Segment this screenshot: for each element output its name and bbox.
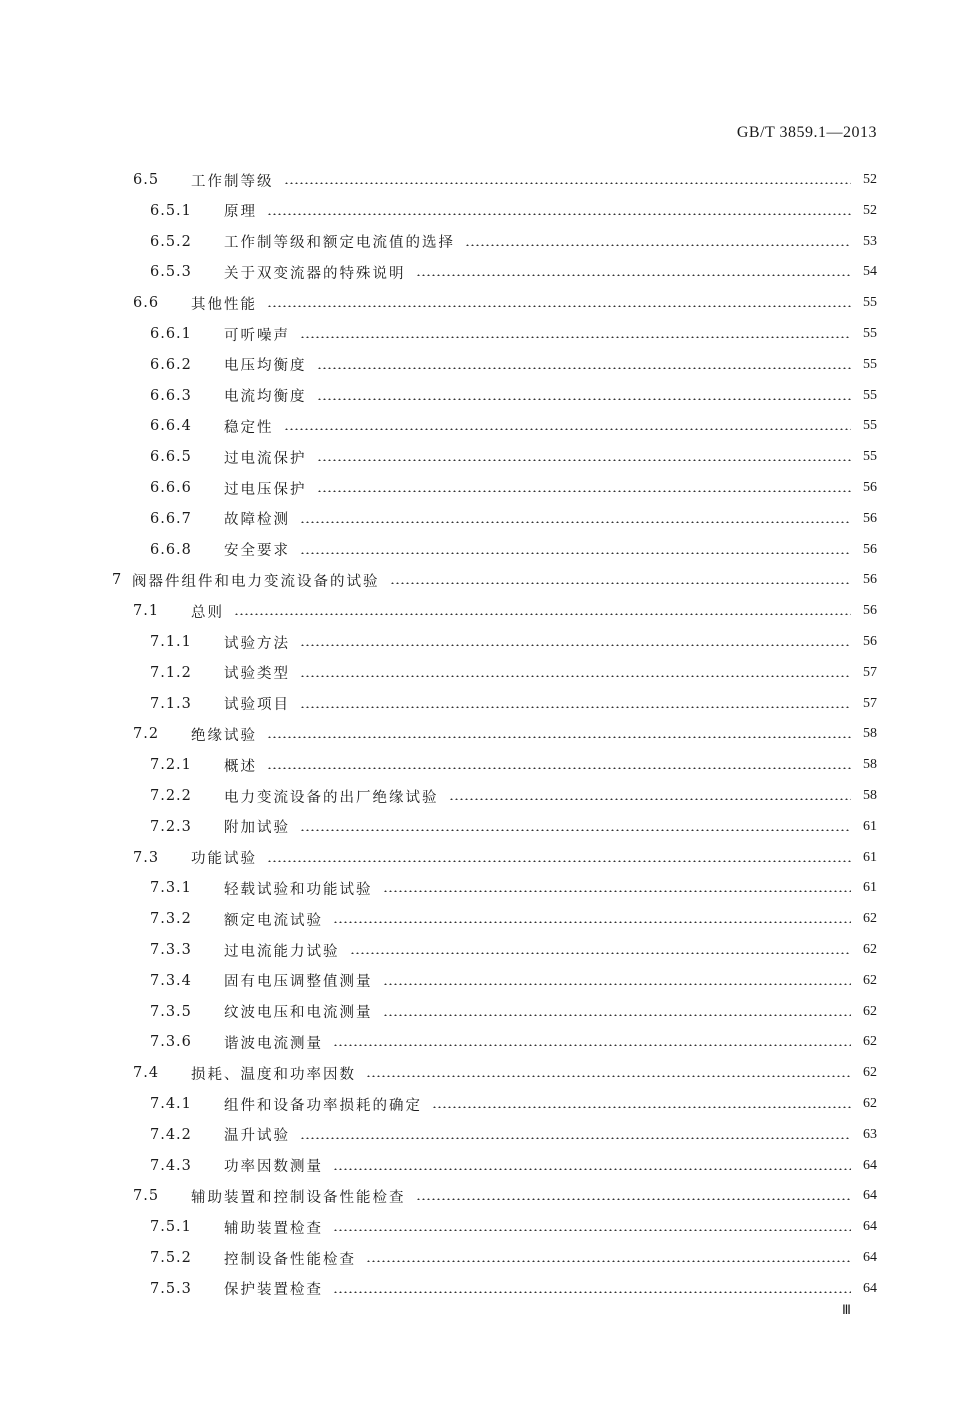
toc-entry-title: 试验方法	[224, 635, 290, 652]
dot-leader	[333, 1044, 851, 1046]
toc-entry-page: 63	[863, 1126, 877, 1142]
toc-entry-number: 6.5.1	[150, 202, 192, 219]
dot-leader	[366, 1075, 851, 1077]
dot-leader	[383, 1014, 852, 1016]
toc-entry-number: 7.1.2	[150, 664, 192, 681]
dot-leader	[267, 213, 851, 215]
dot-leader	[449, 798, 852, 800]
toc-entry-page: 62	[863, 1003, 877, 1019]
toc-entry-page: 62	[863, 911, 877, 927]
toc-entry[interactable]	[150, 442, 877, 472]
dot-leader	[333, 1229, 851, 1231]
toc-entry-title: 固有电压调整值测量	[224, 974, 373, 991]
toc-entry[interactable]	[150, 750, 877, 780]
toc-entry-title: 组件和设备功率损耗的确定	[224, 1097, 422, 1114]
toc-entry-page: 52	[863, 202, 877, 218]
toc-entry-number: 6.5	[133, 172, 160, 188]
dot-leader	[317, 490, 852, 492]
toc-entry-page: 64	[863, 1280, 877, 1296]
toc-entry-title: 辅助装置检查	[224, 1220, 323, 1237]
toc-entry-title: 过电流保护	[224, 450, 307, 467]
toc-entry-number: 6.6.4	[150, 418, 192, 435]
toc-entry[interactable]	[150, 319, 877, 349]
toc-entry-title: 功能试验	[191, 851, 257, 868]
toc-entry-title: 附加试验	[224, 820, 290, 837]
toc-entry[interactable]	[150, 935, 877, 965]
dot-leader	[284, 182, 852, 184]
toc-entry-title: 控制设备性能检查	[224, 1251, 356, 1268]
dot-leader	[300, 521, 851, 523]
toc-entry-number: 7.3.6	[150, 1034, 192, 1051]
toc-entry-title: 工作制等级和额定电流值的选择	[224, 235, 455, 252]
toc-entry[interactable]	[150, 812, 877, 842]
toc-entry-page: 64	[863, 1188, 877, 1204]
toc-entry-number: 6.6.6	[150, 480, 192, 496]
toc-entry[interactable]	[133, 165, 877, 195]
toc-entry-page: 56	[863, 603, 877, 619]
toc-entry-page: 55	[863, 449, 877, 465]
toc-entry-title: 功率因数测量	[224, 1159, 323, 1176]
toc-entry-number: 7.5	[133, 1188, 160, 1205]
dot-leader	[317, 459, 852, 461]
dot-leader	[234, 613, 851, 615]
toc-entry[interactable]	[150, 873, 877, 903]
dot-leader	[317, 367, 852, 369]
toc-entry[interactable]	[150, 781, 877, 811]
toc-entry-page: 55	[863, 418, 877, 434]
dot-leader	[350, 952, 852, 954]
toc-entry-number: 7.2.1	[150, 757, 192, 774]
toc-entry[interactable]	[133, 719, 877, 749]
toc-entry-page: 57	[863, 695, 877, 711]
dot-leader	[416, 1198, 852, 1200]
toc-entry[interactable]	[133, 843, 877, 873]
toc-entry[interactable]	[150, 504, 877, 534]
toc-entry-title: 关于双变流器的特殊说明	[224, 265, 406, 282]
toc-entry[interactable]	[150, 257, 877, 287]
toc-entry-title: 原理	[224, 204, 257, 221]
toc-entry-number: 6.6	[133, 295, 160, 312]
toc-entry-number: 6.6.3	[150, 387, 192, 404]
toc-entry[interactable]	[150, 1027, 877, 1057]
toc-entry-page: 58	[863, 757, 877, 773]
toc-entry-page: 61	[863, 849, 877, 865]
toc-entry[interactable]	[150, 966, 877, 996]
toc-entry-page: 58	[863, 726, 877, 742]
toc-entry[interactable]	[133, 288, 877, 318]
toc-entry-title: 电力变流设备的出厂绝缘试验	[224, 789, 439, 806]
toc-entry[interactable]	[150, 1212, 877, 1242]
dot-leader	[432, 1106, 851, 1108]
toc-entry-number: 7.4	[133, 1065, 160, 1082]
toc-entry[interactable]	[150, 1120, 877, 1150]
dot-leader	[300, 706, 851, 708]
toc-entry-number: 7.4.3	[150, 1157, 192, 1174]
toc-entry-page: 64	[863, 1250, 877, 1265]
toc-entry-title: 轻载试验和功能试验	[224, 881, 373, 898]
toc-entry[interactable]	[150, 411, 877, 441]
toc-entry[interactable]	[150, 904, 877, 934]
toc-entry-title: 纹波电压和电流测量	[224, 1005, 373, 1022]
document-id: GB/T 3859.1—2013	[736, 124, 877, 141]
toc-entry-number: 7.3	[133, 849, 160, 866]
toc-entry-page: 62	[863, 1065, 877, 1081]
toc-entry[interactable]	[133, 1181, 877, 1211]
toc-entry-title: 谐波电流测量	[224, 1035, 323, 1052]
toc-entry-title: 辅助装置和控制设备性能检查	[191, 1189, 406, 1206]
dot-leader	[317, 398, 852, 400]
toc-entry-number: 7.2.2	[150, 788, 192, 804]
toc-entry-page: 62	[863, 1034, 877, 1050]
toc-entry-number: 7.2	[133, 726, 160, 743]
dot-leader	[416, 274, 852, 276]
dot-leader	[383, 983, 852, 985]
toc-entry-page: 62	[863, 942, 877, 957]
toc-entry-page: 61	[863, 818, 877, 834]
toc-entry[interactable]	[150, 997, 877, 1027]
toc-entry[interactable]	[150, 196, 877, 226]
dot-leader	[300, 336, 851, 338]
toc-entry-number: 6.6.5	[150, 449, 192, 466]
toc-entry[interactable]	[150, 473, 877, 503]
toc-entry-title: 稳定性	[224, 419, 274, 436]
toc-entry-page: 61	[863, 880, 877, 896]
toc-entry-number: 7.1.1	[150, 634, 192, 650]
toc-entry-page: 56	[863, 634, 877, 649]
toc-entry[interactable]	[150, 1274, 877, 1304]
toc-entry-number: 7.3.3	[150, 942, 192, 958]
toc-entry-page: 55	[863, 356, 877, 372]
toc-entry-title: 额定电流试验	[224, 912, 323, 929]
toc-entry-number: 6.5.3	[150, 264, 192, 281]
dot-leader	[333, 921, 851, 923]
toc-entry-page: 57	[863, 664, 877, 680]
toc-entry-title: 保护装置检查	[224, 1282, 323, 1299]
dot-leader	[284, 428, 852, 430]
toc-entry-number: 7.5.1	[150, 1219, 192, 1236]
page-number: Ⅲ	[842, 1302, 851, 1317]
toc-entry-number: 6.6.1	[150, 326, 192, 342]
toc-entry[interactable]	[112, 565, 877, 595]
toc-entry-title: 温升试验	[224, 1128, 290, 1145]
toc-entry-number: 7.4.1	[150, 1096, 192, 1112]
toc-entry-title: 总则	[191, 604, 224, 621]
toc-entry-number: 7.2.3	[150, 818, 192, 835]
toc-entry-page: 64	[863, 1219, 877, 1235]
toc-entry-page: 55	[863, 295, 877, 311]
toc-entry[interactable]	[133, 596, 877, 626]
toc-entry-page: 52	[863, 172, 877, 187]
toc-entry-number: 7.5.3	[150, 1280, 192, 1297]
toc-entry-number: 7.3.5	[150, 1003, 192, 1020]
dot-leader	[465, 244, 851, 246]
dot-leader	[390, 582, 852, 584]
toc-entry-number: 7.3.2	[150, 911, 192, 928]
toc-entry[interactable]	[150, 350, 877, 380]
toc-entry-title: 试验项目	[224, 697, 290, 714]
toc-entry-title: 工作制等级	[191, 173, 274, 190]
toc-entry-number: 7.1.3	[150, 695, 192, 712]
toc-entry[interactable]	[150, 1243, 877, 1273]
toc-entry-number: 7	[112, 572, 123, 589]
toc-entry-number: 7.5.2	[150, 1250, 192, 1266]
dot-leader	[300, 829, 851, 831]
toc-entry[interactable]	[150, 1151, 877, 1181]
toc-entry-page: 54	[863, 264, 877, 280]
dot-leader	[300, 675, 851, 677]
toc-entry-page: 64	[863, 1157, 877, 1173]
toc-entry-title: 安全要求	[224, 543, 290, 560]
toc-entry-page: 56	[863, 541, 877, 557]
toc-entry[interactable]	[150, 627, 877, 657]
toc-entry-title: 故障检测	[224, 512, 290, 529]
toc-entry[interactable]	[150, 227, 877, 257]
dot-leader	[300, 1137, 851, 1139]
toc-entry-number: 7.3.1	[150, 880, 192, 897]
toc-entry-page: 55	[863, 326, 877, 341]
toc-entry[interactable]	[150, 689, 877, 719]
toc-entry-page: 62	[863, 972, 877, 988]
toc-entry-page: 56	[863, 480, 877, 495]
toc-entry-title: 概述	[224, 758, 257, 775]
toc-entry[interactable]	[150, 381, 877, 411]
dot-leader	[300, 552, 851, 554]
toc-entry-number: 7.3.4	[150, 972, 192, 989]
toc-entry-title: 电压均衡度	[224, 358, 307, 375]
toc-entry-page: 58	[863, 788, 877, 803]
toc-entry-title: 电流均衡度	[224, 389, 307, 406]
toc-entry-number: 6.6.7	[150, 510, 192, 527]
dot-leader	[267, 767, 851, 769]
toc-entry-title: 其他性能	[191, 296, 257, 313]
toc-entry-title: 损耗、温度和功率因数	[191, 1066, 356, 1083]
toc-entry-number: 6.6.8	[150, 541, 192, 558]
toc-entry-title: 绝缘试验	[191, 727, 257, 744]
toc-entry[interactable]	[150, 658, 877, 688]
toc-entry-number: 7.1	[133, 603, 160, 620]
toc-entry-page: 56	[863, 510, 877, 526]
toc-entry-number: 7.4.2	[150, 1126, 192, 1143]
dot-leader	[267, 860, 851, 862]
toc-entry-number: 6.5.2	[150, 233, 192, 250]
dot-leader	[300, 644, 851, 646]
toc-entry[interactable]	[133, 1058, 877, 1088]
toc-entry-title: 阀器件组件和电力变流设备的试验	[132, 573, 380, 590]
toc-entry-page: 55	[863, 387, 877, 403]
toc-entry-title: 试验类型	[224, 666, 290, 683]
dot-leader	[333, 1168, 851, 1170]
toc-entry[interactable]	[150, 535, 877, 565]
toc-entry[interactable]	[150, 1089, 877, 1119]
dot-leader	[366, 1260, 851, 1262]
toc-entry-title: 过电压保护	[224, 481, 307, 498]
toc-entry-title: 可听噪声	[224, 327, 290, 344]
toc-entry-title: 过电流能力试验	[224, 943, 340, 960]
dot-leader	[333, 1291, 851, 1293]
toc-entry-page: 56	[863, 572, 877, 588]
toc-entry-page: 53	[863, 233, 877, 249]
dot-leader	[267, 736, 851, 738]
dot-leader	[383, 890, 852, 892]
dot-leader	[267, 305, 851, 307]
toc-entry-number: 6.6.2	[150, 356, 192, 373]
toc-entry-page: 62	[863, 1096, 877, 1111]
